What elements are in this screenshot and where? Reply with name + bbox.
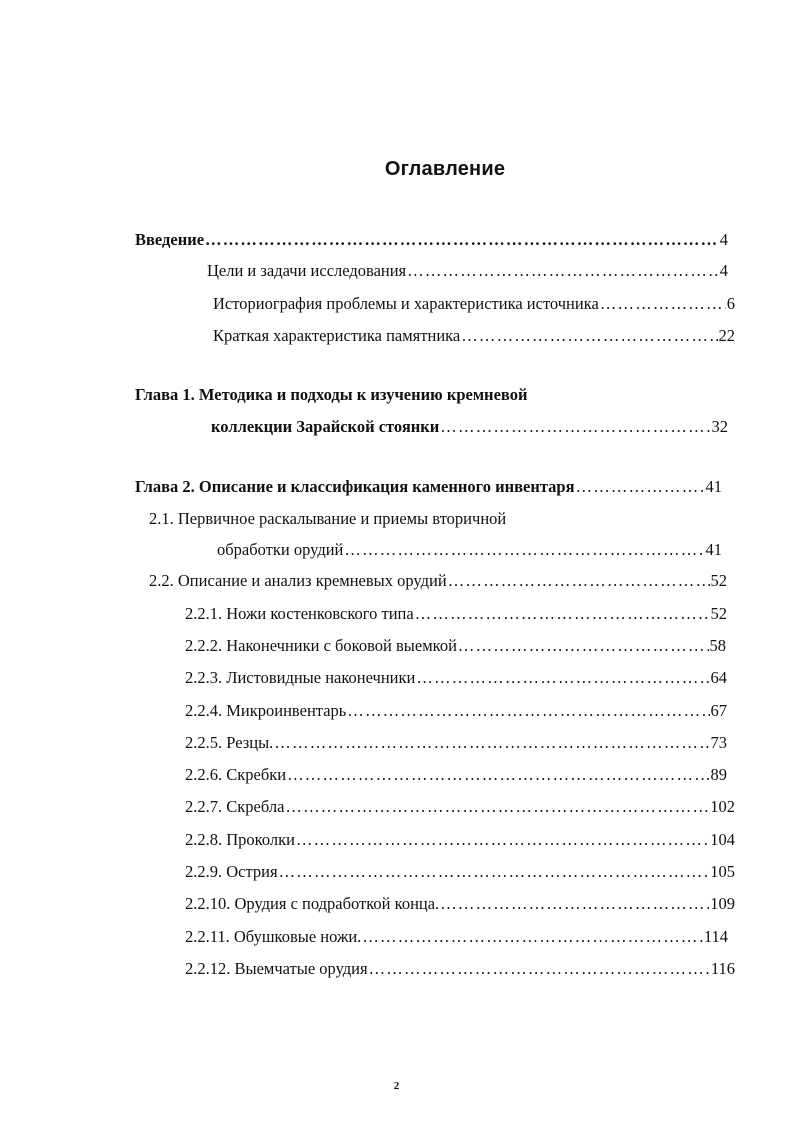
toc-entry-2-2-4[interactable]	[185, 700, 727, 722]
dot-leader	[416, 667, 709, 689]
toc-entry-text: 2.2.2. Наконечники с боковой выемкой	[185, 636, 457, 655]
toc-entry-page: 58	[709, 636, 726, 655]
toc-entry-2-1[interactable]	[217, 539, 722, 561]
toc-entry-page: 105	[710, 862, 735, 881]
toc-entry-page: 4	[719, 230, 728, 249]
toc-entry-text: Введение	[135, 230, 205, 249]
toc-entry-2-2-12[interactable]	[185, 958, 735, 980]
toc-entry-text: 2.2.10. Орудия с подработкой конца.	[185, 894, 440, 913]
dot-leader	[407, 260, 719, 282]
toc-entry-2-2-1[interactable]	[185, 603, 727, 625]
toc-entry-2-2-3[interactable]	[185, 667, 727, 689]
toc-entry-page: 52	[710, 571, 727, 590]
dot-leader	[448, 570, 710, 592]
toc-entry-chapter2[interactable]	[135, 476, 722, 498]
toc-entry-text: 2.2.4. Микроинвентарь	[185, 701, 347, 720]
toc-entry-text: коллекции Зарайской стоянки	[211, 417, 440, 436]
toc-entry-text: 2.2. Описание и анализ кремневых орудий	[149, 571, 447, 590]
dot-leader	[458, 635, 709, 657]
dot-leader	[279, 861, 710, 883]
toc-entry-text: Краткая характеристика памятника	[213, 326, 461, 345]
dot-leader	[285, 796, 709, 818]
dot-leader	[344, 539, 704, 561]
toc-entry-text: 2.2.9. Острия	[185, 862, 278, 881]
toc-entry-text: 2.2.6. Скребки	[185, 765, 287, 784]
dot-leader	[461, 325, 717, 347]
toc-entry-intro-monument[interactable]	[213, 325, 735, 347]
toc-entry-text: 2.2.11. Обушковые ножи.	[185, 927, 362, 946]
toc-entry-page: 4	[719, 261, 728, 280]
dot-leader	[274, 732, 709, 754]
toc-entry-page: 41	[705, 540, 722, 559]
toc-entry-2-2-8[interactable]	[185, 829, 735, 851]
toc-entry-page: 6	[726, 294, 735, 313]
toc-entry-page: 104	[710, 830, 735, 849]
toc-entry-text: 2.2.3. Листовидные наконечники	[185, 668, 416, 687]
toc-entry-page: 32	[711, 417, 728, 436]
toc-entry-text: обработки орудий	[217, 540, 344, 559]
toc-entry-page: 116	[710, 959, 735, 978]
toc-entry-chapter1[interactable]	[211, 416, 728, 438]
dot-leader	[576, 476, 705, 498]
page-number: 2	[393, 1080, 400, 1092]
toc-entry-2-2-5[interactable]	[185, 732, 727, 754]
toc-entry-page: 102	[710, 797, 735, 816]
toc-entry-2-2-2[interactable]	[185, 635, 726, 657]
toc-entry-2-1-line1[interactable]: 2.1. Первичное раскалывание и приемы вторичной	[149, 509, 507, 528]
toc-entry-2-2-10[interactable]	[185, 893, 735, 915]
page-title: Оглавление	[384, 158, 506, 180]
dot-leader	[440, 416, 710, 438]
toc-entry-page: 52	[710, 604, 727, 623]
toc-entry-chapter1-line1[interactable]: Глава 1. Методика и подходы к изучению кремневой	[135, 385, 528, 404]
dot-leader	[369, 958, 710, 980]
dot-leader	[440, 893, 709, 915]
toc-entry-text: 2.2.12. Выемчатые орудия	[185, 959, 368, 978]
toc-entry-page: 22	[718, 326, 735, 345]
toc-entry-page: 109	[710, 894, 735, 913]
toc-entry-text: Историография проблемы и характеристика источника	[213, 294, 599, 313]
dot-leader	[415, 603, 710, 625]
toc-entry-2-2-6[interactable]	[185, 764, 727, 786]
toc-entry-page: 114	[703, 927, 728, 946]
dot-leader	[600, 293, 726, 315]
dot-leader	[347, 700, 709, 722]
toc-entry-text: 2.2.5. Резцы.	[185, 733, 274, 752]
toc-entry-intro-goals[interactable]	[207, 260, 728, 282]
dot-leader	[296, 829, 709, 851]
toc-entry-2-2-7[interactable]	[185, 796, 735, 818]
toc-entry-intro[interactable]	[135, 229, 728, 251]
toc-entry-intro-historiography[interactable]	[213, 293, 735, 315]
toc-entry-page: 89	[710, 765, 727, 784]
dot-leader	[362, 926, 703, 948]
toc-entry-text: Глава 2. Описание и классификация каменного инвентаря	[135, 477, 575, 496]
dot-leader	[205, 229, 719, 251]
toc-entry-page: 67	[710, 701, 727, 720]
toc-entry-text: Цели и задачи исследования	[207, 261, 407, 280]
toc-entry-text: 2.2.8. Проколки	[185, 830, 295, 849]
toc-entry-page: 41	[705, 477, 722, 496]
toc-entry-page: 73	[710, 733, 727, 752]
toc-entry-text: 2.2.1. Ножи костенковского типа	[185, 604, 414, 623]
dot-leader	[287, 764, 709, 786]
toc-entry-2-2-11[interactable]	[185, 926, 728, 948]
toc-entry-2-2-9[interactable]	[185, 861, 735, 883]
toc-entry-text: 2.2.7. Скребла	[185, 797, 285, 816]
toc-entry-page: 64	[710, 668, 727, 687]
toc-entry-2-2[interactable]	[149, 570, 727, 592]
